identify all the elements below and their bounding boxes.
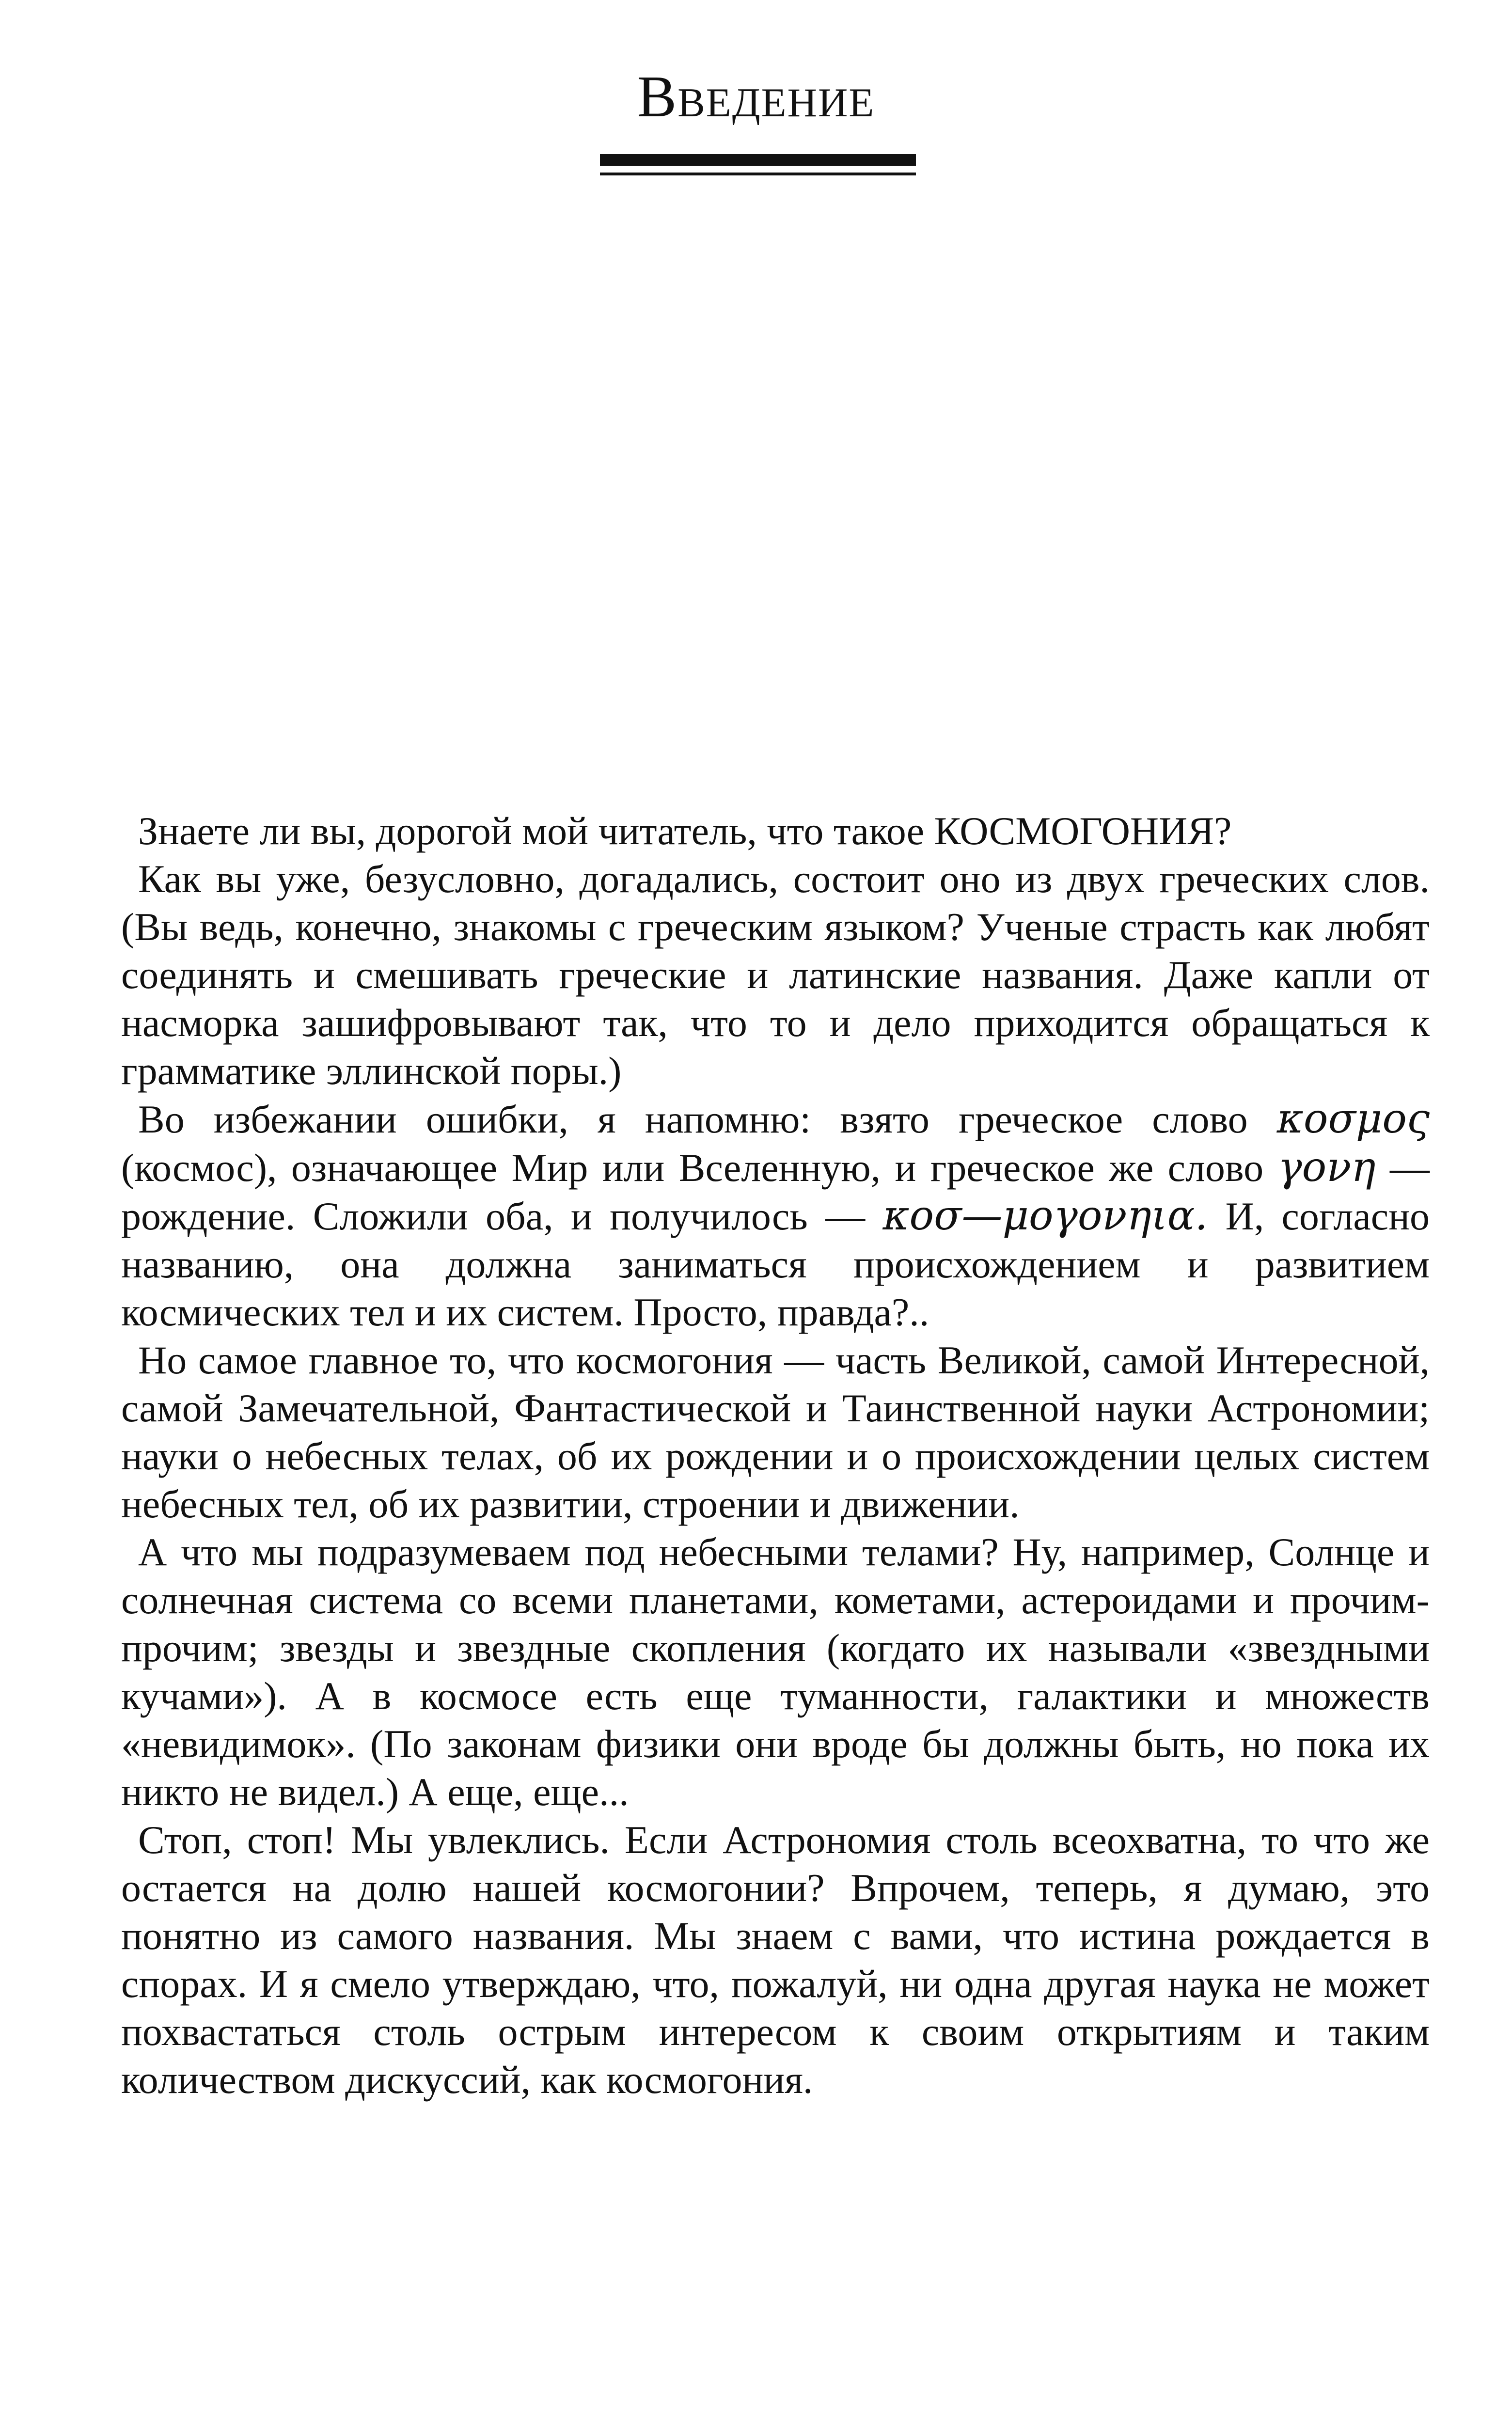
paragraph-3-part-d: И, согласно названию, она должна заниматься происхождением и развитием космических тел и их систем. Просто, правда?.. <box>121 1194 1430 1334</box>
greek-word-gone: γονη <box>1277 1143 1376 1191</box>
paragraph-3-part-c: — рождение. Сложили оба, и получилось — <box>121 1146 1430 1238</box>
paragraph-6: Стоп, стоп! Мы увлеклись. Если Астрономия столь всеохватна, то что же остается на долю нашей космогонии? Впрочем, теперь, я думаю, это понятно из самого названия. Мы знаем с вами, что истина рождается в спорах. И я смело утверждаю, что, пожалуй, ни одна другая наука не может похвастаться столь острым интересом к своим открытиям и таким количеством дискуссий, как космогония. <box>121 1818 1430 2102</box>
paragraph-4: Но самое главное то, что космогония — часть Великой, самой Интересной, самой Замечательной, Фантастической и Таинственной науки Астрономии; науки о небесных телах, об их рождении и о происхождении целых систем небесных тел, об их развитии, строении и движении. <box>121 1338 1430 1526</box>
greek-word-kosmogonia: κοσ—μογονηια. <box>882 1192 1208 1239</box>
title-underline <box>600 154 916 176</box>
paragraph-3-part-b: (космос), означающее Мир или Вселенную, и греческое же слово <box>121 1146 1278 1190</box>
body-text <box>121 807 1430 2104</box>
paragraph-2: Как вы уже, безусловно, догадались, состоит оно из двух греческих слов. (Вы ведь, конечно, знакомы с греческим языком? Ученые страсть как любят соединять и смешивать греческие и латинские названия. Даже капли от насморка зашифровывают так, что то и дело приходится обращаться к грамматике эллинской поры.) <box>121 857 1430 1093</box>
title-underline-thin <box>600 173 916 175</box>
paragraph-3-part-a: Во избежании ошибки, я напомню: взято греческое слово <box>138 1097 1277 1141</box>
greek-word-kosmos: κοσμος <box>1276 1095 1430 1142</box>
chapter-title: Введение <box>637 64 875 129</box>
paragraph-1: Знаете ли вы, дорогой мой читатель, что такое КОСМОГОНИЯ? <box>138 809 1232 853</box>
title-underline-thick <box>600 154 916 166</box>
paragraph-3 <box>121 1095 1430 1336</box>
paragraph-5: А что мы подразумеваем под небесными телами? Ну, например, Солнце и солнечная система со всеми планетами, кометами, астероидами и прочим-прочим; звезды и звездные скопления (когдато их называли «звездными кучами»). А в космосе есть еще туманности, галактики и множеств «невидимок». (По законам физики они вроде бы должны быть, но пока их никто не видел.) А еще, еще... <box>121 1530 1430 1814</box>
